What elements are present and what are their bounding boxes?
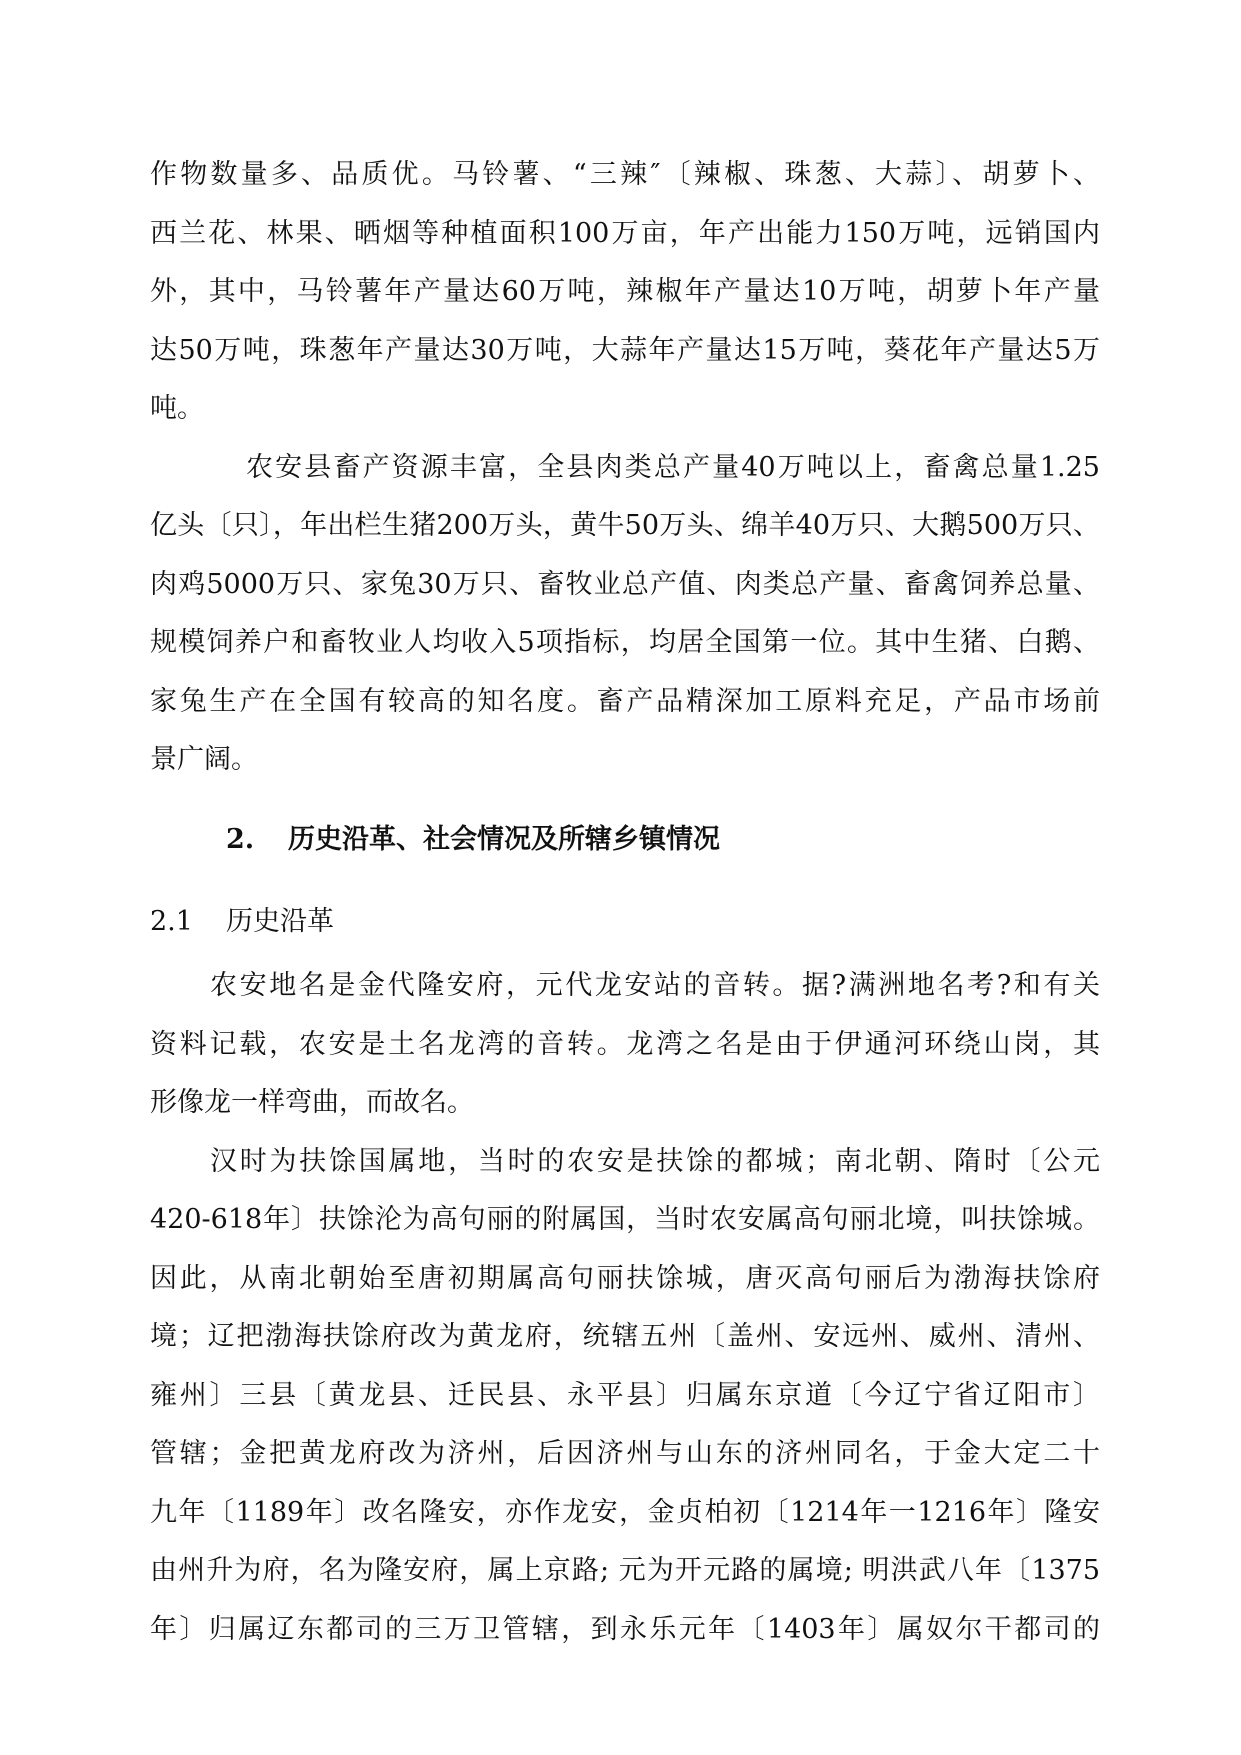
section-title: 历史沿革、社会情况及所辖乡镇情况: [288, 824, 720, 855]
text-line: 形像龙一样弯曲，而故名。: [150, 1087, 474, 1118]
text-line: 九年〔1189年〕改名隆安，亦作龙安，金贞柏初〔1214年一1216年〕隆安: [150, 1496, 1100, 1528]
subsection-number: 2.1: [150, 906, 193, 937]
paragraph-agriculture: [150, 146, 1100, 439]
text-line: 汉时为扶馀国属地，当时的农安是扶馀的都城；南北朝、隋时〔公元: [210, 1145, 1100, 1177]
paragraph-history: [150, 1133, 1100, 1660]
text-line: 亿头〔只〕，年出栏生猪200万头，黄牛50万头、绵羊40万只、大鹅500万只、: [150, 510, 1100, 541]
text-line: 420-618年〕扶馀沦为高句丽的附属国，当时农安属高句丽北境，叫扶馀城。: [150, 1204, 1100, 1235]
section-heading: [150, 811, 1100, 870]
text-line: 境；辽把渤海扶馀府改为黄龙府，统辖五州〔盖州、安远州、威州、清州、: [150, 1321, 1100, 1352]
paragraph-place-name: [150, 957, 1100, 1133]
text-line: 规模饲养户和畜牧业人均收入5项指标，均居全国第一位。其中生猪、白鹅、: [150, 627, 1100, 658]
subsection-heading: [150, 893, 1100, 952]
text-line: 雍州〕三县〔黄龙县、迁民县、永平县〕归属东京道〔今辽宁省辽阳市〕: [150, 1379, 1100, 1411]
text-line: 由州升为府，名为隆安府，属上京路; 元为开元路的属境; 明洪武八年〔1375: [150, 1555, 1100, 1586]
document-page: [150, 146, 1100, 1659]
text-line: 管辖；金把黄龙府改为济州，后因济州与山东的济州同名，于金大定二十: [150, 1438, 1100, 1469]
text-line: 西兰花、林果、晒烟等种植面积100万亩，年产出能力150万吨，远销国内: [150, 217, 1100, 249]
text-line: 肉鸡5000万只、家兔30万只、畜牧业总产值、肉类总产量、畜禽饲养总量、: [150, 568, 1100, 600]
subsection-title: 历史沿革: [226, 906, 334, 937]
text-line: 吨。: [150, 393, 204, 424]
text-line: 外，其中，马铃薯年产量达60万吨，辣椒年产量达10万吨，胡萝卜年产量: [150, 276, 1100, 307]
text-line: 农安地名是金代隆安府，元代龙安站的音转。据?满洲地名考?和有关: [210, 970, 1100, 1001]
paragraph-livestock: [150, 439, 1100, 790]
text-line: 作物数量多、品质优。马铃薯、“三辣″〔辣椒、珠葱、大蒜〕、胡萝卜、: [150, 159, 1100, 190]
text-line: 年〕归属辽东都司的三万卫管辖，到永乐元年〔1403年〕属奴尔干都司的: [150, 1613, 1100, 1645]
section-number: 2.: [226, 824, 255, 855]
text-line: 景广阔。: [150, 744, 258, 775]
text-line: 资料记载，农安是土名龙湾的音转。龙湾之名是由于伊通河环绕山岗，其: [150, 1028, 1100, 1060]
text-line: 农安县畜产资源丰富，全县肉类总产量40万吨以上，畜禽总量1.25: [246, 451, 1100, 483]
text-line: 因此，从南北朝始至唐初期属高句丽扶馀城，唐灭高句丽后为渤海扶馀府: [150, 1262, 1100, 1294]
text-line: 达50万吨，珠葱年产量达30万吨，大蒜年产量达15万吨，葵花年产量达5万: [150, 334, 1100, 366]
text-line: 家兔生产在全国有较高的知名度。畜产品精深加工原料充足，产品市场前: [150, 685, 1100, 717]
